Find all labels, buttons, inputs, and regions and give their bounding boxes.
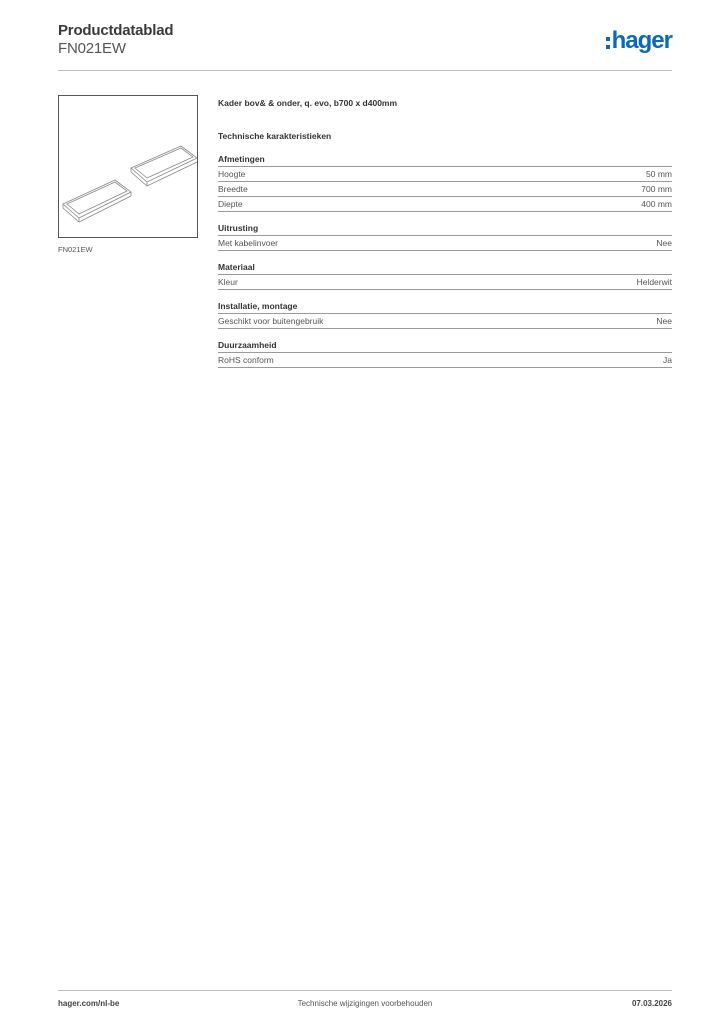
section-materiaal xyxy=(218,260,672,290)
section-duurzaamheid xyxy=(218,338,672,368)
spec-row xyxy=(218,314,672,329)
section-installatie xyxy=(218,299,672,329)
image-caption: FN021EW xyxy=(58,245,93,254)
product-code: FN021EW xyxy=(58,40,126,57)
logo-text: hager xyxy=(611,27,672,54)
section-title: Uitrusting xyxy=(218,221,672,236)
spec-value: Helderwit xyxy=(636,277,672,287)
footer-website-link[interactable]: hager.com/nl-be xyxy=(58,999,120,1008)
footer-disclaimer: Technische wijzigingen voorbehouden xyxy=(297,999,433,1008)
spec-row xyxy=(218,275,672,290)
spec-row xyxy=(218,236,672,251)
frame-illustration-icon xyxy=(59,96,197,237)
section-uitrusting xyxy=(218,221,672,251)
product-image xyxy=(58,95,198,238)
section-title: Installatie, montage xyxy=(218,299,672,314)
spec-label: Hoogte xyxy=(218,169,246,179)
spec-label: Geschikt voor buitengebruik xyxy=(218,316,324,326)
hager-logo xyxy=(606,28,672,54)
spec-row xyxy=(218,167,672,182)
page-footer xyxy=(58,990,672,1015)
spec-row xyxy=(218,353,672,368)
page-header xyxy=(58,22,672,71)
spec-value: Ja xyxy=(663,355,672,365)
section-title: Duurzaamheid xyxy=(218,338,672,353)
spec-value: 400 mm xyxy=(641,199,672,209)
section-afmetingen xyxy=(218,152,672,212)
spec-value: 50 mm xyxy=(646,169,672,179)
document-title: Productdatablad xyxy=(58,22,174,39)
spec-label: Breedte xyxy=(218,184,248,194)
spec-label: Diepte xyxy=(218,199,243,209)
spec-value: 700 mm xyxy=(641,184,672,194)
section-title: Materiaal xyxy=(218,260,672,275)
spec-label: Met kabelinvoer xyxy=(218,238,279,248)
spec-label: Kleur xyxy=(218,277,238,287)
footer-date: 07.03.2026 xyxy=(631,999,672,1008)
datasheet-content xyxy=(218,96,672,368)
spec-row xyxy=(218,197,672,212)
spec-value: Nee xyxy=(656,238,672,248)
technical-characteristics-title: Technische karakteristieken xyxy=(218,131,332,141)
product-name: Kader bov& & onder, q. evo, b700 x d400mm xyxy=(218,98,398,108)
spec-label: RoHS conform xyxy=(218,355,274,365)
spec-value: Nee xyxy=(656,316,672,326)
section-title: Afmetingen xyxy=(218,152,672,167)
logo-dots-icon xyxy=(606,37,610,49)
spec-row xyxy=(218,182,672,197)
